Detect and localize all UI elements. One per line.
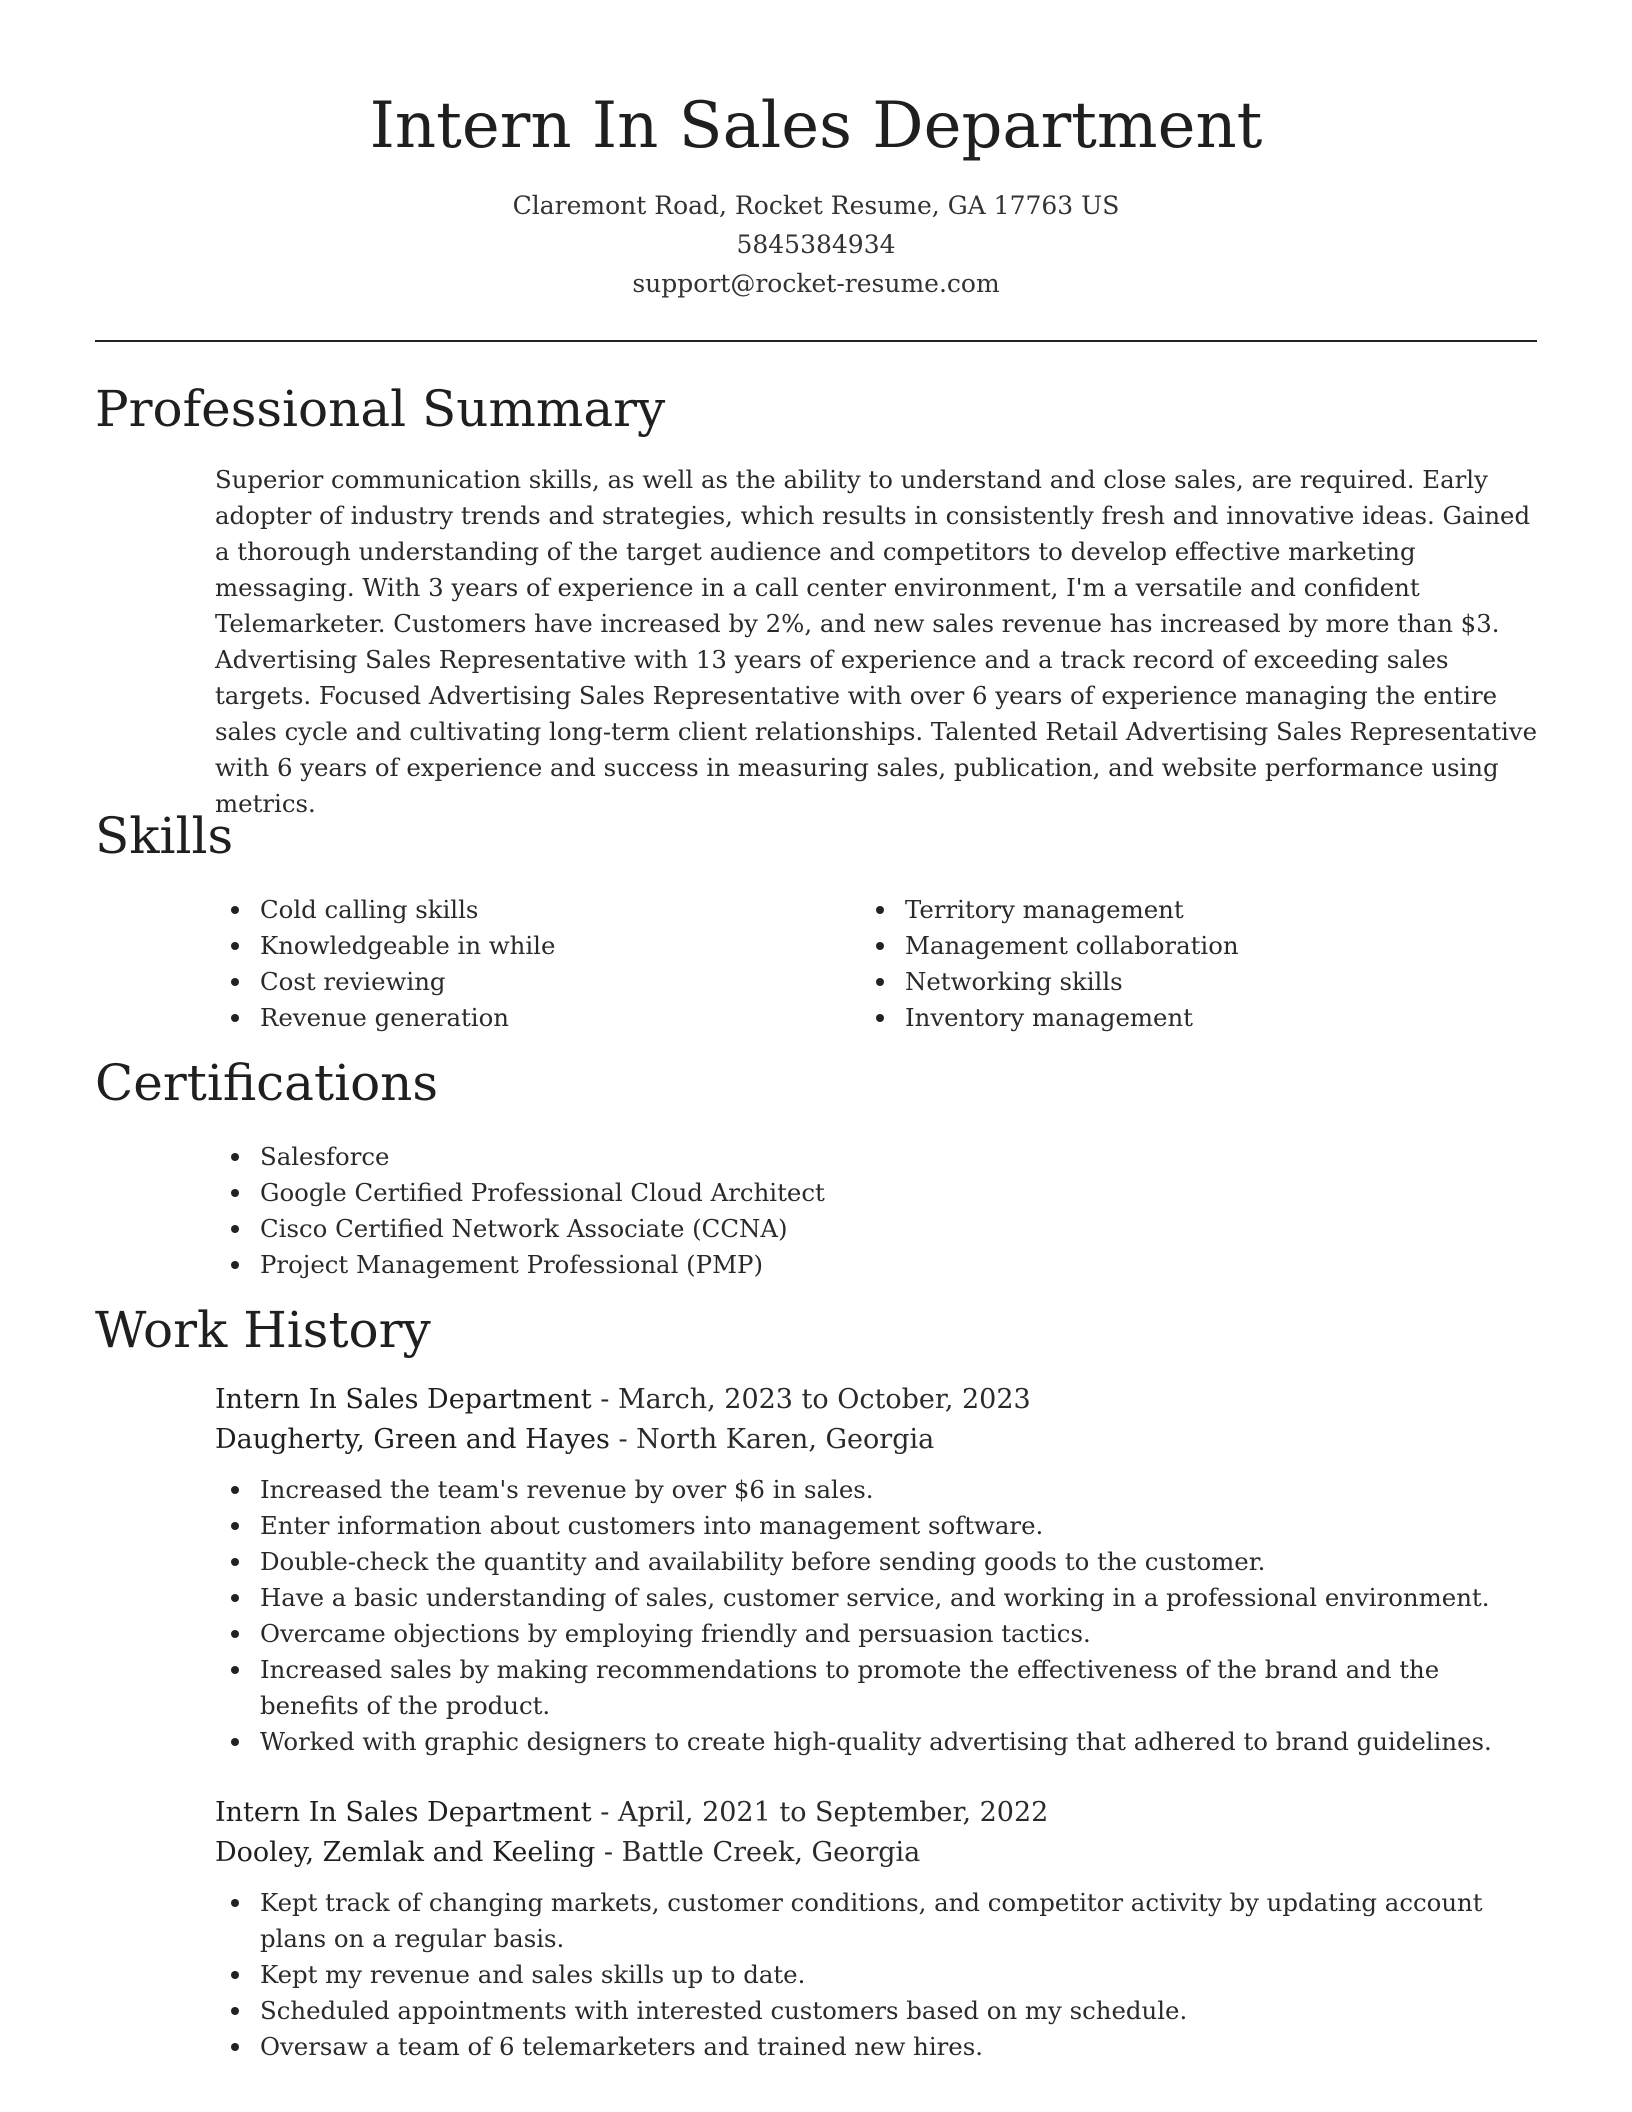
certifications-heading: Certifications bbox=[95, 1054, 439, 1112]
job-dates: - March, 2023 to October, 2023 bbox=[600, 1384, 1031, 1415]
skill-item: Knowledgeable in while bbox=[215, 928, 555, 964]
contact-block bbox=[0, 186, 1632, 303]
candidate-name: Intern In Sales Department bbox=[369, 89, 1263, 163]
job-role: Intern In Sales Department bbox=[215, 1384, 592, 1415]
job-company-line bbox=[215, 1833, 1540, 1873]
certification-item: Google Certified Professional Cloud Architect bbox=[215, 1175, 825, 1211]
certifications-list bbox=[215, 1139, 825, 1283]
header-divider bbox=[95, 340, 1537, 342]
resume-header bbox=[0, 0, 1632, 303]
job-location: - North Karen, Georgia bbox=[618, 1424, 935, 1455]
job-company: Daugherty, Green and Hayes bbox=[215, 1424, 610, 1455]
responsibility-item: Double-check the quantity and availability before sending goods to the customer. bbox=[215, 1544, 1540, 1580]
summary-heading: Professional Summary bbox=[95, 380, 666, 438]
job-entry bbox=[215, 1380, 1540, 1760]
skill-item: Management collaboration bbox=[860, 928, 1239, 964]
job-location: - Battle Creek, Georgia bbox=[603, 1837, 921, 1868]
responsibility-item: Increased the team's revenue by over $6 in sales. bbox=[215, 1472, 1540, 1508]
skill-item: Territory management bbox=[860, 892, 1239, 928]
skill-item: Inventory management bbox=[860, 1000, 1239, 1036]
job-dates: - April, 2021 to September, 2022 bbox=[600, 1797, 1049, 1828]
certification-item: Salesforce bbox=[215, 1139, 825, 1175]
job-company: Dooley, Zemlak and Keeling bbox=[215, 1837, 596, 1868]
responsibility-item: Increased sales by making recommendations to promote the effectiveness of the brand and the benefits of the product. bbox=[215, 1652, 1540, 1724]
job-role: Intern In Sales Department bbox=[215, 1797, 592, 1828]
job-title-line bbox=[215, 1380, 1540, 1420]
work-history-heading: Work History bbox=[95, 1301, 431, 1359]
skill-item: Networking skills bbox=[860, 964, 1239, 1000]
email-address: support@rocket-resume.com bbox=[632, 269, 1000, 298]
responsibility-item: Oversaw a team of 6 telemarketers and trained new hires. bbox=[215, 2029, 1540, 2065]
skill-item: Cold calling skills bbox=[215, 892, 555, 928]
responsibility-item: Overcame objections by employing friendly and persuasion tactics. bbox=[215, 1616, 1540, 1652]
responsibility-item: Have a basic understanding of sales, customer service, and working in a professional environment. bbox=[215, 1580, 1540, 1616]
responsibility-item: Kept track of changing markets, customer conditions, and competitor activity by updating account plans on a regular basis. bbox=[215, 1885, 1540, 1957]
job-responsibilities bbox=[170, 1885, 1540, 2065]
certification-item: Cisco Certified Network Associate (CCNA) bbox=[215, 1211, 825, 1247]
skills-heading: Skills bbox=[95, 807, 234, 865]
address: Claremont Road, Rocket Resume, GA 17763 US bbox=[512, 191, 1120, 220]
phone-number: 5845384934 bbox=[736, 230, 896, 259]
certification-item: Project Management Professional (PMP) bbox=[215, 1247, 825, 1283]
job-title-line bbox=[215, 1793, 1540, 1833]
job-entry bbox=[215, 1793, 1540, 2065]
job-responsibilities bbox=[170, 1472, 1540, 1760]
job-company-line bbox=[215, 1420, 1540, 1460]
skill-item: Revenue generation bbox=[215, 1000, 555, 1036]
responsibility-item: Kept my revenue and sales skills up to date. bbox=[215, 1957, 1540, 1993]
summary-text: Superior communication skills, as well as the ability to understand and close sales, are required. Early adopter of industry trends and strategies, which results in consistently fresh and innovative ideas. Gained a thorough understanding of the target audience and competitors to develop effective marketing messaging. With 3 years of experience in a call center environment, I'm a versatile and confident Telemarketer. Customers have increased by 2%, and new sales revenue has increased by more than $3. Advertising Sales Representative with 13 years of experience and a track record of exceeding sales targets. Focused Advertising Sales Representative with over 6 years of experience managing the entire sales cycle and cultivating long-term client relationships. Talented Retail Advertising Sales Representative with 6 years of experience and success in measuring sales, publication, and website performance using metrics. bbox=[215, 465, 1538, 818]
skills-list-left bbox=[215, 892, 555, 1036]
skills-list-right bbox=[860, 892, 1239, 1036]
responsibility-item: Worked with graphic designers to create high-quality advertising that adhered to brand guidelines. bbox=[215, 1724, 1540, 1760]
responsibility-item: Scheduled appointments with interested customers based on my schedule. bbox=[215, 1993, 1540, 2029]
skill-item: Cost reviewing bbox=[215, 964, 555, 1000]
responsibility-item: Enter information about customers into management software. bbox=[215, 1508, 1540, 1544]
